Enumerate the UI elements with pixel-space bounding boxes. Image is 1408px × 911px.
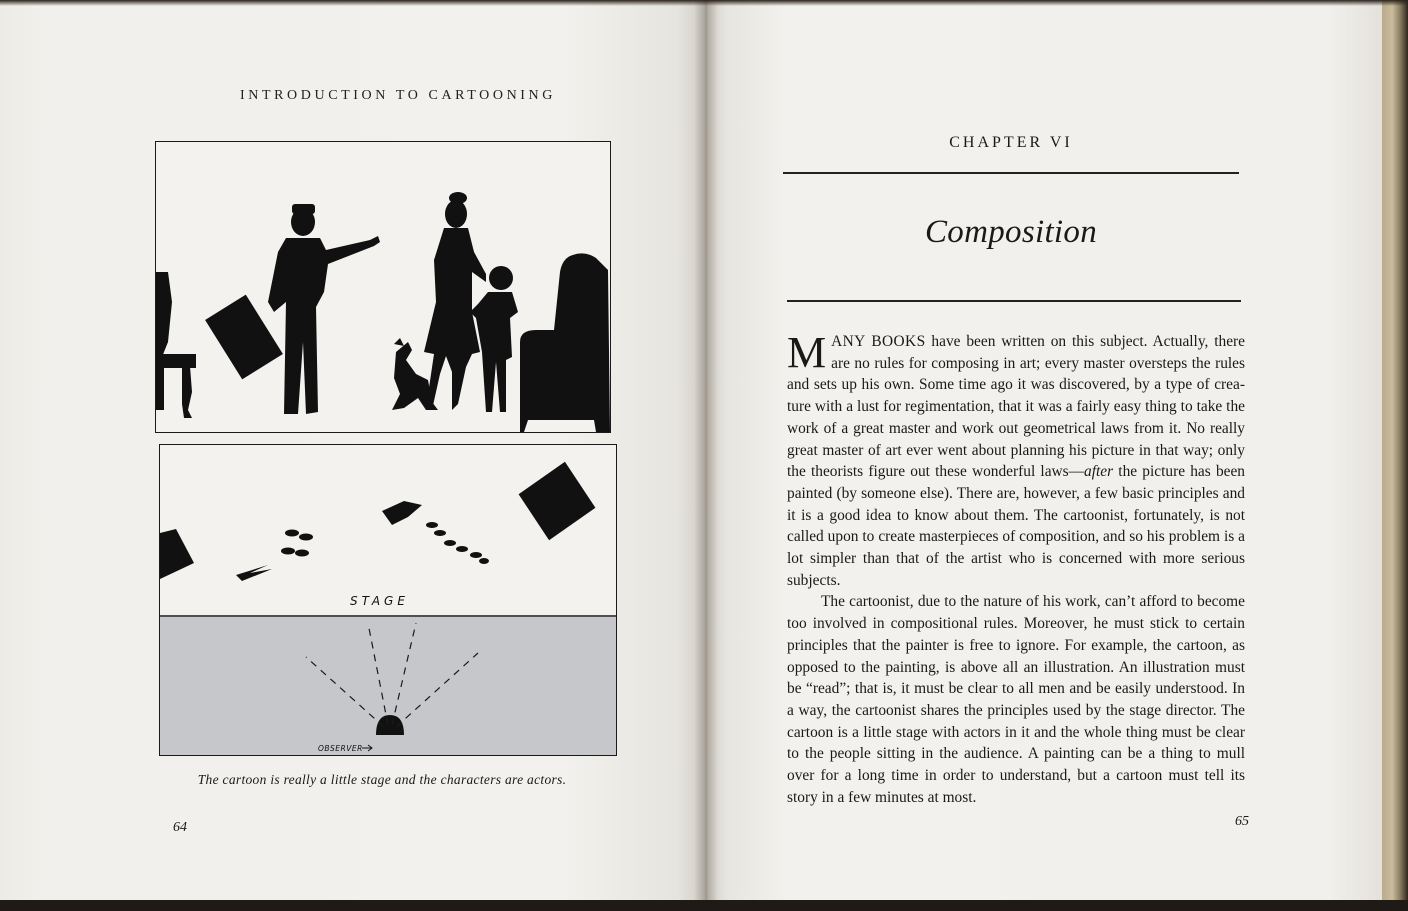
page-number-left: 64 bbox=[173, 820, 187, 835]
diamond-shape bbox=[512, 455, 603, 547]
book-gutter bbox=[694, 0, 718, 911]
paragraph-2: The cartoonist, due to the nature of his work, can’t afford to become too involved in compositional rules. Moreover, he must stick to certain principles that the painter is free to ignore. For example, the cartoon, as opposed to the painting, is above all an illustration. An illustration must be “read”; that is, it must be clear to all men and be easily understood. In a way, the cartoonist shares the principles used by the stage director. The cartoon is a little stage with actors in it and the whole thing must be clear to the people sitting in the audience. A painting can be a thing to mull over for a long time in order to understand, but a cartoon must tell its story in a few minutes at most. bbox=[787, 593, 1245, 806]
observer-label: OBSERVER bbox=[318, 744, 363, 753]
bottom-rule bbox=[787, 300, 1241, 302]
opening-small-caps: ANY BOOKS bbox=[831, 333, 926, 350]
chapter-title: Composition bbox=[925, 214, 1097, 250]
top-rule bbox=[783, 172, 1239, 174]
chapter-body bbox=[787, 328, 1246, 808]
woman-silhouette bbox=[424, 192, 486, 410]
figure-caption: The cartoon is really a little stage and the characters are actors. bbox=[197, 772, 567, 787]
book-top-edge bbox=[0, 0, 1408, 6]
man-silhouette bbox=[268, 204, 380, 414]
silhouette-scene-illustration bbox=[156, 142, 610, 432]
paragraph-1-italic: after bbox=[1084, 463, 1114, 481]
chapter-label: CHAPTER VI bbox=[949, 134, 1073, 151]
drop-cap: M bbox=[787, 328, 827, 377]
stage-diagram-panel bbox=[159, 444, 617, 756]
shoe-shape bbox=[382, 501, 422, 525]
book-cover-edge bbox=[1382, 0, 1408, 911]
book-bottom-edge bbox=[0, 900, 1408, 911]
paragraph-1-text: have been written on this subject. Actually, there are no rules for composing in art; every master oversteps the rules and sets up his own. Some time ago it was discovered, by a type of creature with a lust for regimentation, that it was a fairly easy thing to take the work of a great master and work out geometrical laws from it. No really great master of art ever went about planning his picture in that way; only the theorists figure out these wonderful laws— bbox=[787, 333, 1246, 481]
chair-silhouette bbox=[156, 272, 196, 418]
paragraph-1-end: the picture has been painted (by someone else). There are, however, a few basic principles and it is a good idea to know about them. The cartoonist, fortunately, is not called upon to create masterpieces of composition, and so his problem is a lot simpler than that of the artist who is concerned with more serious subjects. bbox=[787, 463, 1245, 589]
armchair-silhouette bbox=[520, 253, 610, 432]
page-number-right: 65 bbox=[1235, 814, 1249, 829]
stage-label: STAGE bbox=[350, 594, 409, 608]
stage-diagram-illustration bbox=[160, 445, 616, 755]
silhouette-scene-panel bbox=[155, 141, 611, 433]
left-prop-shape bbox=[160, 529, 194, 579]
running-head: INTRODUCTION TO CARTOONING bbox=[240, 88, 556, 103]
arrow-shape bbox=[236, 565, 272, 581]
paragraph-1 bbox=[787, 328, 1246, 591]
